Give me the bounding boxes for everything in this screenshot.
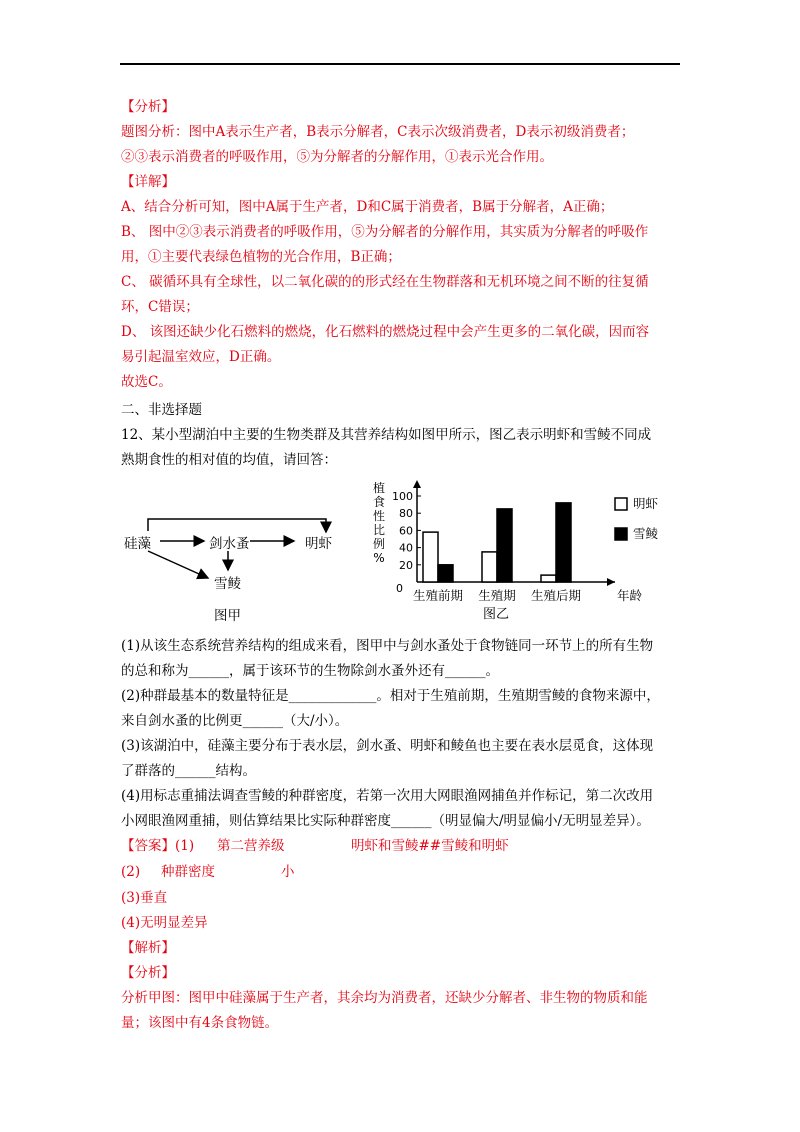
- analysis-line: ②③表示消费者的呼吸作用，⑤为分解者的分解作用，①表示光合作用。: [121, 149, 553, 165]
- y-axis-label-char: 比: [372, 523, 386, 537]
- y-tick-label: 100: [392, 490, 413, 503]
- y-axis-label-char: 食: [372, 495, 386, 509]
- y-tick-label: 40: [399, 541, 413, 555]
- detail-choice: 故选C。: [121, 374, 172, 390]
- jiexi-heading: 【解析】: [121, 940, 175, 956]
- bar-fish: [438, 565, 453, 582]
- header-rule: [120, 63, 680, 65]
- x-axis-label: 年龄: [617, 588, 643, 603]
- question-3-cont: 了群落的______结构。: [121, 763, 256, 779]
- x-tick-label: 生殖前期: [412, 588, 464, 603]
- analysis-2-line: 分析甲图：图甲中硅藻属于生产者，其余均为消费者，还缺少分解者、非生物的物质和能: [121, 990, 648, 1006]
- question-stem-cont: 熟期食性的相对值的均值，请回答：: [121, 452, 337, 468]
- x-tick-label: 生殖期: [478, 588, 516, 603]
- answer-1a: 第二营养级: [217, 838, 285, 854]
- question-4-cont: 小网眼渔网重捕，则估算结果比实际种群密度______（明显偏大/明显偏小/无明显差异）。: [121, 813, 650, 829]
- y-tick-label: 60: [399, 524, 413, 538]
- analysis-line: 题图分析：图中A表示生产者，B表示分解者，C表示次级消费者，D表示初级消费者；: [121, 124, 635, 140]
- question-1: (1)从该生态系统营养结构的组成来看，图甲中与剑水蚤处于食物链同一环节上的所有生物: [121, 638, 654, 654]
- y-axis-label-char: %: [373, 551, 385, 565]
- node-fish: 雪鲮: [214, 576, 241, 592]
- analysis-2-line-cont: 量；该图中有4条食物链。: [121, 1015, 279, 1031]
- detail-option-b: B、 图中②③表示消费者的呼吸作用，⑤为分解者的分解作用，其实质为分解者的呼吸作: [121, 224, 649, 240]
- question-4: (4)用标志重捕法调查雪鲮的种群密度，若第一次用大网眼渔网捕鱼并作标记，第二次改用: [121, 788, 654, 804]
- bar-fish: [556, 503, 571, 582]
- detail-option-d: D、 该图还缺少化石燃料的燃烧，化石燃料的燃烧过程中会产生更多的二氧化碳，因而容: [121, 324, 650, 340]
- question-3: (3)该湖泊中，硅藻主要分布于表水层，剑水蚤、明虾和鲮鱼也主要在表水层觅食，这体现: [121, 738, 654, 754]
- detail-option-a: A、结合分析可知，图中A属于生产者，D和C属于消费者，B属于分解者，A正确；: [121, 199, 614, 215]
- detail-option-b-cont: 用，①主要代表绿色植物的光合作用，B正确；: [121, 249, 401, 265]
- answer-1b: 明虾和雪鲮##雪鲮和明虾: [351, 838, 509, 854]
- legend-label-fish: 雪鲮: [633, 526, 659, 541]
- answer-label: 【答案】(1): [121, 838, 195, 854]
- legend-swatch-fish: [615, 528, 627, 540]
- bar-shrimp: [541, 575, 556, 582]
- bar-fish: [497, 509, 512, 582]
- y-tick-label: 80: [399, 507, 413, 521]
- question-2-cont: 来自剑水蚤的比例更______（大/小）。: [121, 713, 349, 729]
- detail-option-c-cont: 环，C错误；: [121, 299, 199, 315]
- analysis-heading-2: 【分析】: [121, 965, 175, 981]
- answer-4: (4)无明显差异: [121, 915, 208, 931]
- y-axis-label-char: 例: [372, 537, 386, 551]
- question-1-cont: 的总和称为______，属于该环节的生物除剑水蚤外还有______。: [121, 663, 499, 679]
- legend-swatch-shrimp: [615, 498, 627, 510]
- node-shrimp: 明虾: [305, 536, 332, 552]
- answer-2b: 小: [281, 864, 295, 880]
- bar-shrimp: [423, 532, 438, 582]
- legend-label-shrimp: 明虾: [633, 496, 659, 511]
- x-tick-label: 生殖后期: [530, 588, 582, 603]
- figure-b-caption: 图乙: [482, 607, 510, 622]
- y-tick-label: 20: [399, 558, 413, 572]
- figure-a-caption: 图甲: [214, 608, 241, 624]
- detail-option-d-cont: 易引起温室效应，D正确。: [121, 349, 281, 365]
- feeding-ratio-chart: [365, 478, 695, 628]
- question-2: (2)种群最基本的数量特征是_____________。相对于生殖前期，生殖期雪鲮的食物来源中，: [121, 688, 660, 704]
- node-copepod: 剑水蚤: [209, 536, 250, 552]
- question-stem: 12、某小型湖泊中主要的生物类群及其营养结构如图甲所示，图乙表示明虾和雪鲮不同成: [121, 427, 652, 443]
- y-axis-label-char: 植: [372, 481, 386, 495]
- answer-2a: 种群密度: [161, 864, 215, 880]
- y-axis-arrowhead: [413, 480, 421, 488]
- bar-shrimp: [482, 552, 497, 582]
- answer-2-label: (2): [121, 864, 141, 880]
- arrow-diatom-shrimp: [148, 519, 326, 532]
- section-heading: 二、非选择题: [121, 402, 202, 418]
- detail-option-c: C、 碳循环具有全球性，以二氧化碳的的形式经在生物群落和无机环境之间不断的往复循: [121, 274, 649, 290]
- food-web-diagram: [120, 480, 360, 630]
- detail-heading: 【详解】: [121, 174, 175, 190]
- x-axis-arrowhead: [607, 578, 615, 586]
- y-tick-label: 0: [396, 582, 403, 595]
- node-diatom: 硅藻: [124, 536, 151, 552]
- analysis-heading: 【分析】: [121, 99, 175, 115]
- y-axis-label-char: 性: [372, 509, 386, 523]
- arrow-diatom-fish: [148, 551, 208, 578]
- answer-3: (3)垂直: [121, 890, 168, 906]
